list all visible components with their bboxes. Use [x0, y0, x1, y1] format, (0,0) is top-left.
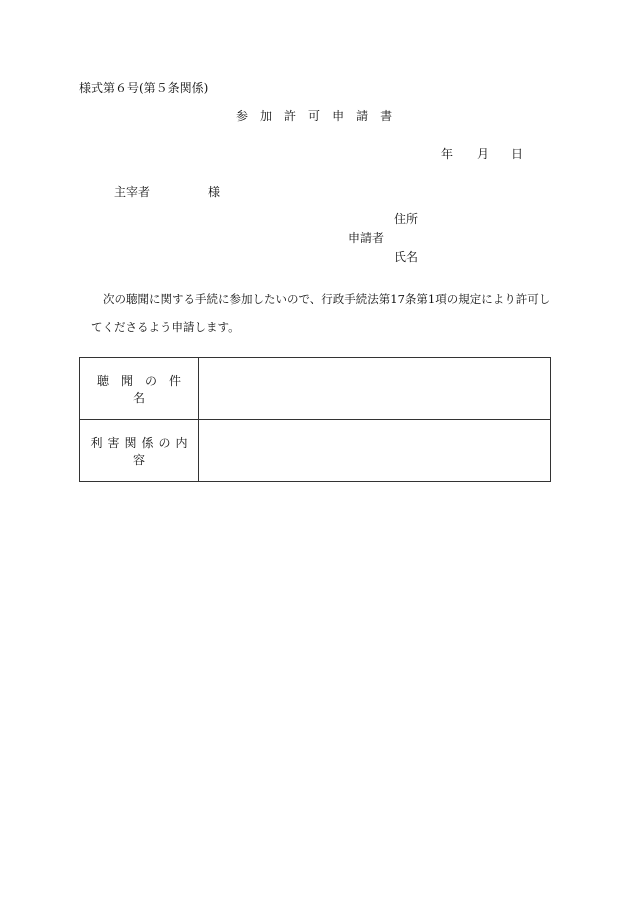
date-day-label: 日	[511, 147, 524, 161]
hearing-subject-field[interactable]	[199, 358, 551, 420]
date-month-label: 月	[477, 147, 490, 161]
form-number: 様式第６号(第５条関係)	[79, 81, 209, 95]
title-char: 申	[332, 109, 345, 123]
body-text-line-2: てくださるよう申請します。	[91, 320, 240, 334]
title-char: 書	[380, 109, 393, 123]
body-text-line-1: 次の聴聞に関する手続に参加したいので、行政手続法第17条第1項の規定により許可し	[103, 292, 551, 306]
title-char: 参	[236, 109, 249, 123]
applicant-address-label: 住所	[394, 212, 419, 226]
applicant-label: 申請者	[348, 231, 385, 245]
applicant-name-label: 氏名	[394, 250, 419, 264]
interest-details-field[interactable]	[199, 420, 551, 482]
title-char: 許	[284, 109, 297, 123]
hearing-subject-label: 聴 聞 の 件名	[80, 358, 199, 420]
addressee-honorific: 様	[208, 185, 221, 199]
title-char: 加	[260, 109, 273, 123]
date-year-label: 年	[441, 147, 454, 161]
application-details-table	[79, 357, 551, 482]
document-title	[236, 109, 404, 123]
table-row	[80, 358, 551, 420]
title-char: 可	[308, 109, 321, 123]
title-char: 請	[356, 109, 369, 123]
addressee-role: 主宰者	[114, 185, 151, 199]
table-row	[80, 420, 551, 482]
interest-details-label: 利 害 関 係 の 内容	[80, 420, 199, 482]
